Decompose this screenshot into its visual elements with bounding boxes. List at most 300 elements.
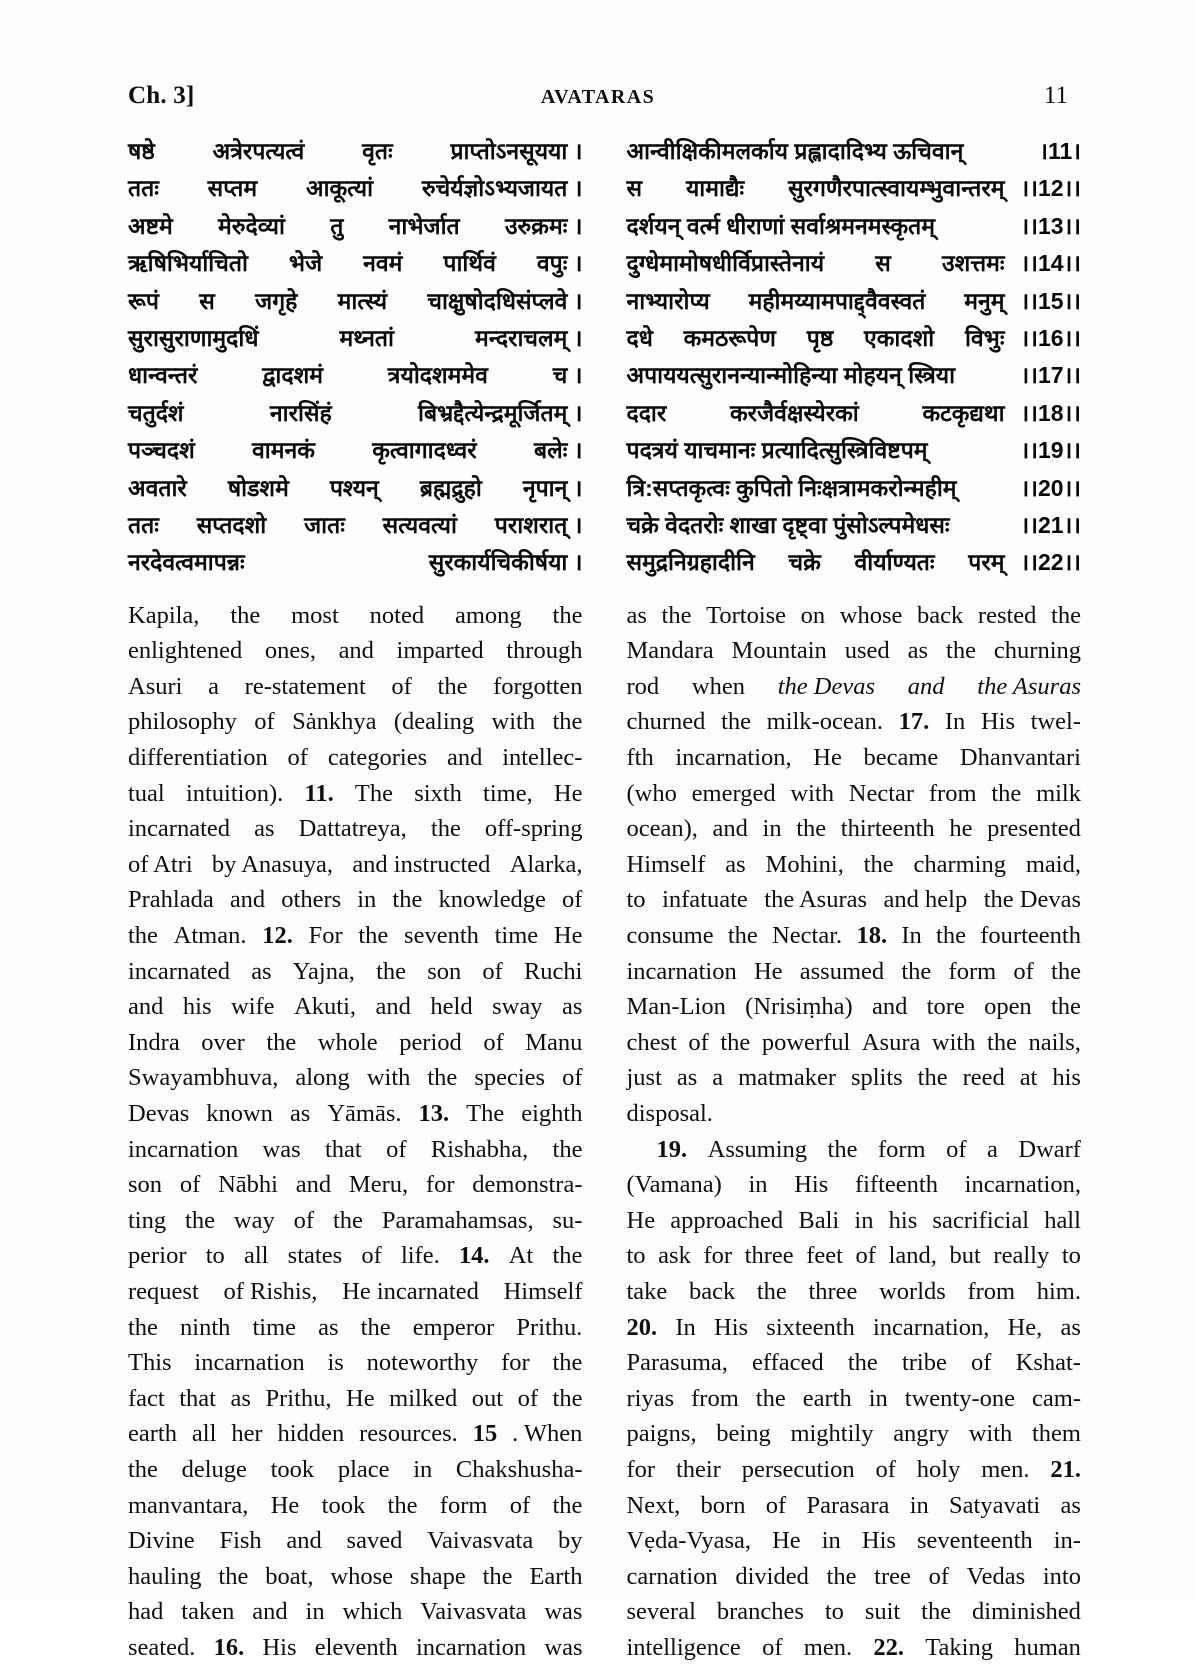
prose-word: as — [907, 637, 929, 665]
prose-word: and instructed — [352, 850, 491, 878]
prose-word: boat, — [265, 1562, 314, 1590]
prose-line — [627, 882, 1082, 918]
prose-word: Vaivasvata — [427, 1527, 534, 1555]
prose-word: milk-ocean. — [766, 708, 883, 736]
verse-pada: सुरासुराणामुदधिं — [128, 324, 259, 351]
prose-word: Fish — [219, 1527, 262, 1555]
prose-word: the — [552, 1242, 583, 1270]
prose-word: by — [557, 1527, 583, 1555]
prose-word: Akuti, — [294, 993, 356, 1021]
verse-pada: स — [199, 287, 215, 314]
prose-word: three — [808, 1277, 858, 1305]
prose-word: son — [427, 957, 462, 985]
prose-word: the — [727, 922, 758, 950]
prose-word: This — [128, 1349, 172, 1377]
prose-line — [128, 1345, 583, 1381]
verse-line — [128, 395, 583, 432]
prose-word: in — [821, 1527, 841, 1555]
verse-pada: मनुम् — [964, 287, 1005, 314]
prose-word: feet — [806, 1242, 843, 1270]
verse-line — [627, 245, 1082, 282]
prose-word: He — [626, 1206, 656, 1234]
prose-line — [627, 1523, 1082, 1559]
prose-word: sixteenth — [766, 1313, 855, 1341]
prose-word: He — [753, 957, 783, 985]
prose-word: of — [928, 1562, 949, 1590]
prose-word: tree — [874, 1562, 911, 1590]
prose-word: all — [243, 1242, 269, 1270]
prose-word: the — [946, 637, 976, 665]
prose-word: Asura — [861, 1028, 921, 1056]
prose-word: (Nrisiṃha) — [745, 993, 853, 1021]
prose-word: the — [376, 957, 407, 985]
prose-word: Vedas — [966, 1562, 1026, 1590]
prose-word: incarnation — [626, 957, 737, 985]
prose-word: open — [984, 993, 1032, 1021]
verse-pada: दधे — [626, 324, 653, 351]
prose-line — [128, 1203, 583, 1239]
prose-word: as — [561, 993, 583, 1021]
prose-word: thirteenth — [840, 815, 935, 843]
prose-word: as — [289, 1100, 311, 1127]
prose-word: Rishabha, — [430, 1135, 529, 1163]
prose-word: His — [714, 1313, 749, 1341]
prose-line — [627, 669, 1082, 705]
prose-word: back — [917, 601, 964, 629]
verse-line — [128, 208, 583, 245]
prose-line — [128, 1630, 583, 1666]
prose-word: emerged — [691, 779, 776, 807]
prose-word: the — [552, 708, 583, 736]
prose-word: whose — [839, 601, 903, 629]
prose-word: with — [968, 1420, 1013, 1448]
prose-word: seated. — [128, 1633, 196, 1661]
prose-word: and — [128, 993, 164, 1021]
prose-word: Sȧnkhya — [292, 708, 377, 736]
prose-word: Nectar — [848, 779, 915, 807]
prose-word: the — [552, 1491, 583, 1519]
prose-word: men. — [803, 1633, 853, 1661]
verse-line — [128, 283, 583, 320]
prose-word: and help — [883, 886, 968, 914]
prose-line — [128, 669, 583, 705]
prose-word: as — [1060, 1491, 1081, 1519]
prose-word: carnation — [626, 1562, 718, 1590]
prose-line — [128, 1488, 583, 1524]
prose-word: Yajna, — [292, 957, 355, 985]
prose-word: incarnation — [415, 1633, 527, 1661]
prose-word: in — [748, 1171, 768, 1199]
verse-pada: मेरुदेव्यां — [218, 212, 285, 239]
prose-word: took — [270, 1455, 315, 1483]
verse-pada: वामनकं — [252, 437, 315, 464]
verse-line — [627, 470, 1082, 507]
verse-pada: मात्स्यं — [337, 287, 388, 314]
prose-word: Dwarf — [1018, 1135, 1081, 1163]
prose-word: He — [813, 744, 842, 772]
verse-pada: ततः — [128, 175, 159, 202]
verse-line — [627, 507, 1082, 544]
verse-text — [627, 133, 964, 170]
prose-word: Vaivasvata — [420, 1598, 527, 1626]
running-head — [128, 82, 1068, 116]
prose-word: off-spring — [484, 815, 583, 843]
prose-word: hauling — [128, 1562, 202, 1590]
verse-pada: आकूत्यां — [305, 175, 374, 202]
prose-word: time, — [483, 779, 533, 807]
prose-word: Himself — [503, 1277, 583, 1305]
prose-word: Nābhi — [218, 1171, 278, 1199]
verse-ref-number: 15 — [472, 1420, 498, 1448]
verse-pada: चक्रे वेदतरोः शाखा दृष्ट्वा पुंसोऽल्पमेधसः — [626, 511, 950, 538]
verse-pada: कमठरूपेण — [683, 324, 776, 351]
prose-word: (dealing — [393, 708, 475, 736]
prose-word: his — [888, 1206, 918, 1234]
english-prose-left — [128, 598, 583, 1666]
prose-word: their — [675, 1455, 721, 1483]
verse-pada: षोडशमे — [227, 474, 289, 501]
prose-word: to — [626, 1242, 646, 1270]
prose-word: in- — [1053, 1527, 1081, 1555]
prose-word: forgotten — [493, 672, 583, 700]
verse-pada: द्वादशमं — [262, 362, 323, 389]
verse-pada: मथ्नतां — [339, 324, 394, 351]
prose-word: in — [357, 886, 377, 914]
verse-pada: नृपान् । — [522, 474, 583, 501]
prose-line — [627, 1345, 1082, 1381]
prose-word: fifteenth — [854, 1171, 938, 1199]
verse-line — [128, 507, 583, 544]
prose-word: sway — [492, 993, 543, 1021]
prose-word: states — [287, 1242, 343, 1270]
verse-ref-number: 12. — [262, 922, 293, 950]
prose-word: Kshat- — [1015, 1349, 1081, 1377]
prose-word: into — [1042, 1562, 1081, 1590]
prose-word: with — [491, 708, 536, 736]
prose-word: (who — [626, 779, 677, 807]
verse-pada: पार्थिवं — [443, 250, 496, 277]
prose-word: seventh — [404, 922, 479, 950]
verse-line — [128, 357, 583, 394]
prose-word: that — [325, 1135, 362, 1163]
prose-word: Indra — [128, 1028, 180, 1056]
prose-word: He incarnated — [342, 1277, 479, 1305]
prose-word: was — [544, 1633, 583, 1661]
prose-word: known — [206, 1100, 273, 1127]
prose-line — [128, 1238, 583, 1274]
prose-line — [627, 954, 1082, 990]
prose-word: the — [230, 601, 261, 629]
prose-word: the — [552, 1384, 583, 1412]
prose-word: of — [971, 1349, 992, 1377]
prose-word: Satyavati — [949, 1491, 1041, 1519]
prose-line — [128, 1025, 583, 1061]
prose-word: over — [201, 1028, 245, 1056]
prose-word: through — [506, 637, 583, 665]
prose-word: incarnation, — [964, 1171, 1081, 1199]
prose-word: shape — [409, 1562, 466, 1590]
prose-word: being — [716, 1420, 771, 1448]
verse-line — [627, 133, 1082, 170]
verse-pada: एकादशो — [864, 324, 935, 351]
prose-word: of — [509, 1491, 531, 1519]
verse-pada: वीर्याण्यतः — [854, 549, 935, 576]
prose-word: Mountain — [731, 637, 827, 665]
prose-line — [128, 847, 583, 883]
prose-word: of Atri — [128, 850, 193, 878]
english-prose-right — [627, 598, 1082, 1666]
prose-word: way — [233, 1206, 275, 1234]
verse-pada: च । — [552, 362, 583, 389]
prose-word: for — [703, 1242, 733, 1270]
prose-word: form — [948, 957, 997, 985]
prose-word: Devas — [128, 1100, 190, 1127]
prose-word: the — [917, 1064, 948, 1092]
prose-word: Earth — [529, 1562, 583, 1590]
prose-word: in — [868, 1384, 888, 1412]
prose-word: twel- — [1030, 708, 1081, 736]
verse-pada: अपाययत्सुरानन्यान्मोहिन्या मोहयन् स्त्रिया — [626, 362, 956, 389]
prose-word: churning — [993, 637, 1081, 665]
prose-word: diminished — [972, 1598, 1081, 1626]
prose-word: His — [794, 1171, 829, 1199]
prose-word: His — [980, 708, 1015, 736]
prose-word: He — [772, 1527, 801, 1555]
prose-word: out — [471, 1384, 504, 1412]
prose-word: The — [466, 1100, 505, 1127]
prose-word: them — [1031, 1420, 1081, 1448]
prose-word: of — [688, 1028, 709, 1056]
prose-line — [128, 1167, 583, 1203]
verse-pada: सत्यवत्यां — [382, 511, 457, 538]
prose-word: the — [1051, 993, 1081, 1021]
prose-word: form — [439, 1491, 488, 1519]
verse-number: ।।17।। — [1020, 362, 1081, 389]
prose-word: In — [944, 708, 966, 736]
prose-word: incarnated — [128, 957, 231, 985]
prose-word: the — [1051, 601, 1081, 629]
verse-pada: यामाद्यैः — [685, 175, 745, 202]
prose-word: all — [191, 1420, 217, 1448]
prose-word: Dattatreya, — [298, 815, 407, 843]
verse-number: ।।14।। — [1020, 250, 1081, 277]
prose-word: to — [824, 1598, 844, 1626]
prose-word: with — [790, 779, 834, 807]
verse-pada: तु — [330, 212, 344, 239]
prose-word: Ruchi — [523, 957, 583, 985]
left-column — [128, 133, 583, 1666]
verse-pada: पश्यन् — [329, 474, 379, 501]
prose-word: tual — [128, 779, 165, 807]
verse-pada: सुरगणैरपात्स्वायम्भुवान्तरम् — [788, 175, 1005, 202]
prose-word: the Asuras — [764, 886, 868, 914]
verse-pada: वृतः — [362, 138, 393, 164]
verse-pada: सप्तदशो — [196, 511, 267, 538]
verse-pada: पृष्ठ — [806, 324, 834, 351]
prose-word: riyas — [626, 1384, 675, 1412]
prose-word: He — [346, 1384, 375, 1412]
prose-word: the Devas — [983, 886, 1081, 914]
prose-word: Paramahamsas, — [381, 1206, 534, 1234]
prose-word: with — [931, 1028, 976, 1056]
prose-word: the — [358, 922, 389, 950]
prose-word: intelligence — [626, 1633, 741, 1661]
verse-pada: महीमय्यामपाद्द्वैवस्वतं — [748, 287, 926, 314]
prose-word: the Asuras — [977, 672, 1081, 700]
prose-word: reed — [962, 1064, 1005, 1092]
prose-line — [627, 1025, 1082, 1061]
prose-word: Next, — [626, 1491, 681, 1519]
prose-word: used — [844, 637, 890, 665]
verse-pada: बिभ्रद्दैत्येन्द्रमूर्जितम् । — [418, 399, 583, 426]
verse-pada: त्रि:सप्तकृत्वः कुपितो निःक्षत्रामकरोन्महीम् — [626, 474, 957, 501]
prose-word: became — [863, 744, 939, 772]
prose-word: a — [987, 1135, 998, 1163]
prose-word: chest — [626, 1028, 677, 1056]
prose-word: . When — [512, 1420, 583, 1448]
prose-word: the — [991, 779, 1022, 807]
prose-line — [627, 704, 1082, 740]
prose-line — [627, 1274, 1082, 1310]
prose-word: the — [936, 922, 966, 950]
prose-word: the — [552, 1135, 583, 1163]
prose-word: The — [354, 779, 394, 807]
verse-number: ।।22।। — [1020, 549, 1081, 576]
prose-word: her — [231, 1420, 263, 1448]
prose-word: Swayambhuva, — [128, 1064, 279, 1092]
prose-word: paigns, — [626, 1420, 697, 1448]
prose-word: of — [875, 1455, 896, 1483]
verse-pada: प्राप्तोऽनसूयया । — [450, 138, 583, 164]
prose-word: incarnation — [194, 1349, 305, 1377]
prose-word: species — [474, 1064, 546, 1092]
verse-pada: अष्टमे — [128, 212, 173, 239]
prose-word: he — [949, 815, 973, 843]
prose-word: He — [270, 1491, 300, 1519]
prose-word: to — [1061, 1242, 1081, 1270]
verse-pada: ततः — [128, 511, 159, 538]
prose-word: the — [437, 672, 468, 700]
prose-word: and — [286, 1527, 322, 1555]
prose-word: of — [562, 1064, 583, 1092]
prose-word: as — [251, 957, 272, 985]
verse-pada: परम् — [968, 549, 1005, 576]
prose-word: of — [287, 744, 308, 772]
prose-word: Divine — [128, 1527, 195, 1555]
verse-line — [627, 170, 1082, 207]
prose-word: incarnation, — [675, 744, 792, 772]
prose-word: three — [744, 1242, 794, 1270]
prose-word: for — [626, 1455, 656, 1483]
prose-word: milk — [1036, 779, 1081, 807]
prose-word: infatuate — [662, 886, 748, 914]
prose-word: as — [1060, 1313, 1081, 1341]
prose-word: approached — [670, 1206, 784, 1234]
prose-word: the — [430, 815, 461, 843]
prose-line — [627, 1060, 1082, 1096]
prose-word: place — [337, 1455, 390, 1483]
prose-line — [627, 1452, 1082, 1488]
verse-text — [627, 245, 1015, 282]
prose-line — [128, 1452, 583, 1488]
prose-word: charming — [913, 850, 1006, 878]
verse-pada: नवमं — [363, 250, 403, 277]
prose-word: and — [871, 993, 908, 1021]
prose-word: the — [482, 1562, 513, 1590]
prose-word: the — [387, 1491, 418, 1519]
prose-line — [627, 1630, 1082, 1666]
prose-word: Bali — [798, 1206, 840, 1234]
prose-line — [627, 1381, 1082, 1417]
prose-word: most — [291, 601, 339, 629]
prose-word: tribe — [901, 1349, 947, 1377]
prose-line — [128, 776, 583, 812]
prose-word: At — [508, 1242, 534, 1270]
verse-line — [128, 544, 583, 581]
prose-word: as — [725, 850, 746, 878]
prose-word: the — [128, 922, 158, 950]
prose-line — [128, 598, 583, 634]
prose-word: of — [482, 957, 503, 985]
prose-word: time — [494, 922, 539, 950]
prose-word: incarnation, — [873, 1313, 990, 1341]
prose-word: milked — [389, 1384, 458, 1412]
prose-word: whose — [330, 1562, 394, 1590]
prose-word: su- — [552, 1206, 583, 1234]
prose-word: the — [218, 1562, 249, 1590]
prose-word: time — [252, 1313, 297, 1341]
prose-word: period — [399, 1028, 462, 1056]
prose-word: imparted — [396, 637, 484, 665]
prose-line — [627, 633, 1082, 669]
verse-pada: जातः — [304, 511, 345, 538]
prose-word: eleventh — [314, 1633, 398, 1661]
verse-text — [627, 395, 1015, 432]
prose-word: Tortoise — [706, 601, 787, 629]
prose-word: his — [182, 993, 212, 1021]
prose-word: whole — [317, 1028, 378, 1056]
prose-word: to — [205, 1242, 225, 1270]
prose-line — [627, 1310, 1082, 1346]
verse-pada: उरुक्रमः । — [504, 212, 583, 239]
prose-word: in — [854, 1206, 874, 1234]
prose-line — [128, 1381, 583, 1417]
prose-word: and — [375, 993, 411, 1021]
prose-word: as — [254, 815, 275, 843]
prose-word: twenty-one — [904, 1384, 1016, 1412]
verse-text — [627, 432, 928, 469]
verse-pada: रुचेर्यज्ञोऽभ्यजायत । — [421, 175, 583, 202]
prose-word: from — [928, 779, 977, 807]
prose-word: to — [626, 886, 646, 914]
prose-word: several — [626, 1598, 696, 1626]
prose-line — [128, 633, 583, 669]
sanskrit-verse-block-left — [128, 133, 583, 582]
page-title: AVATARAS — [540, 86, 656, 108]
prose-word: noted — [369, 601, 425, 629]
prose-word: assumed — [799, 957, 885, 985]
verse-pada: धान्वन्तरं — [128, 362, 198, 389]
prose-word: churned — [626, 708, 706, 736]
prose-word: of — [254, 708, 275, 736]
prose-word: but — [949, 1242, 981, 1270]
prose-word: for — [425, 1171, 455, 1199]
prose-word: request — [128, 1277, 199, 1305]
prose-word: the — [128, 1455, 158, 1483]
prose-word: Nectar. — [772, 922, 843, 950]
sanskrit-verse-block-right — [627, 133, 1082, 582]
prose-word: Himself — [626, 850, 706, 878]
